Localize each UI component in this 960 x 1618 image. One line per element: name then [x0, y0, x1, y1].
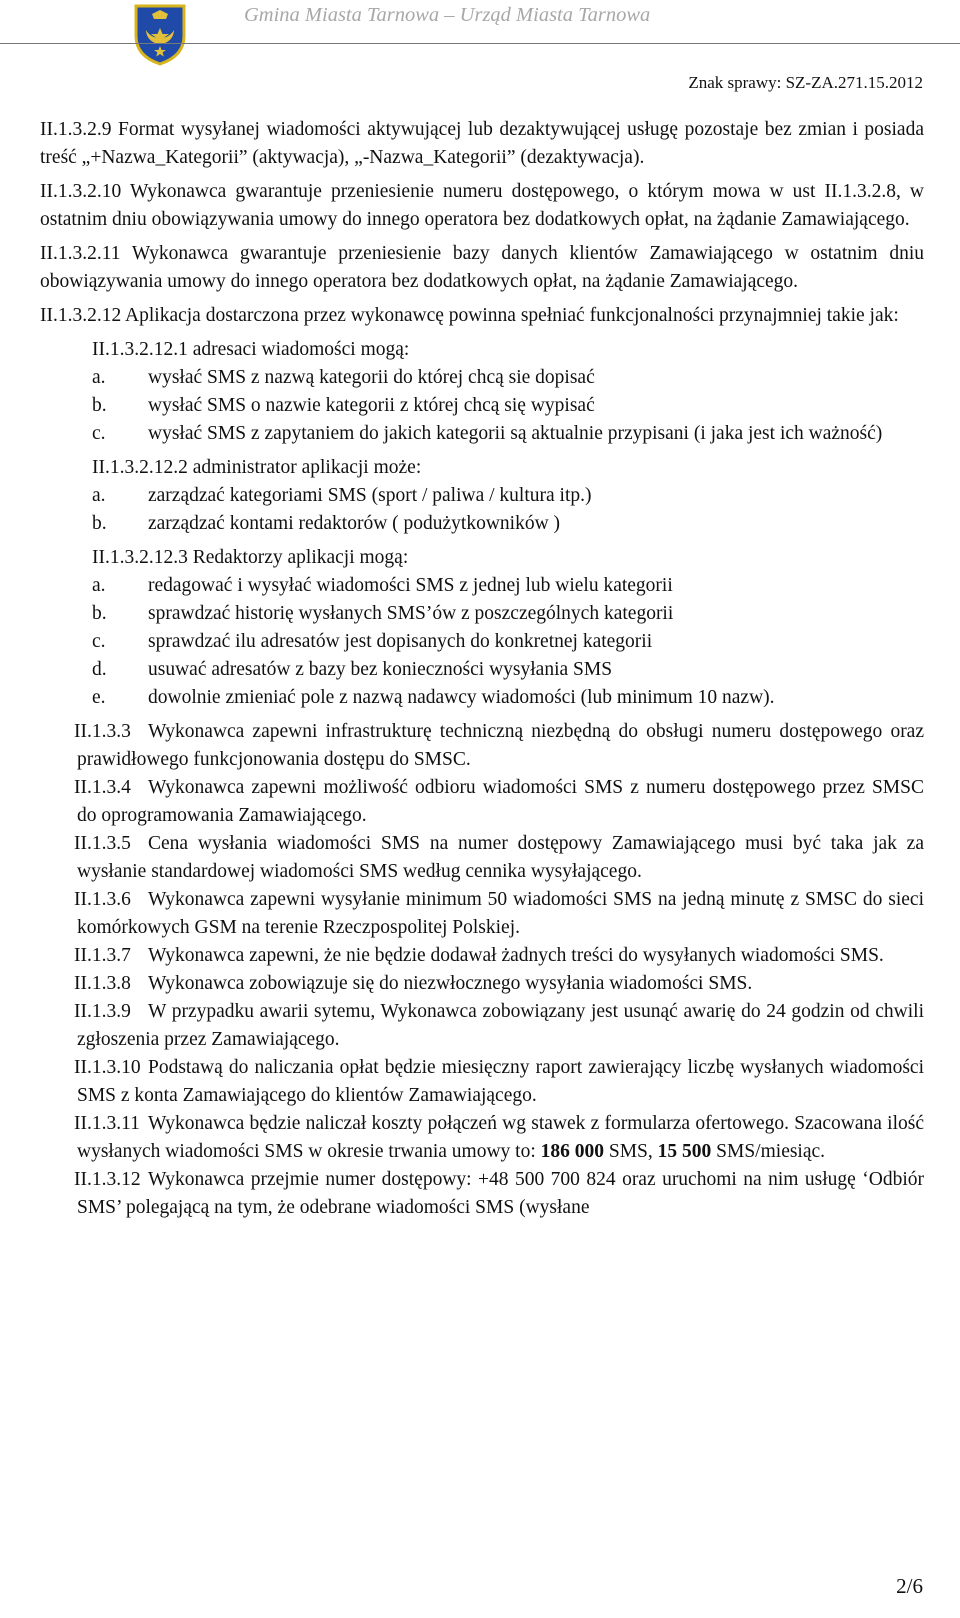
list-12-3: [40, 572, 924, 712]
paragraph-2-12: II.1.3.2.12 Aplikacja dostarczona przez wykonawcę powinna spełniać funkcjonalności przynajmniej takie jak:: [40, 305, 899, 326]
list-item: a. zarządzać kategoriami SMS (sport / paliwa / kultura itp.): [92, 485, 592, 506]
bold-figure-monthly: 15 500: [657, 1141, 712, 1162]
section-item: II.1.3.12 Wykonawca przejmie numer dostępowy: +48 500 700 824 oraz uruchomi na nim usługę ‘Odbiór SMS’ polegającą na tym, że odebrane wiadomości SMS (wysłane: [74, 1169, 924, 1218]
paragraph-2-9: II.1.3.2.9 Format wysyłanej wiadomości aktywującej lub dezaktywującej usługę pozostaje bez zmian i posiada treść „+Nazwa_Kategorii” (aktywacja), „-Nazwa_Kategorii” (dezaktywacja).: [40, 119, 924, 168]
list-item: a. wysłać SMS z nazwą kategorii do której chcą sie dopisać: [92, 367, 595, 388]
list-12-2: [40, 482, 924, 538]
list-item: b. zarządzać kontami redaktorów ( podużytkowników ): [92, 513, 561, 534]
subsection-title-12-1: II.1.3.2.12.1 adresaci wiadomości mogą:: [92, 339, 410, 360]
document-body: [40, 116, 924, 1222]
case-reference: Znak sprawy: SZ-ZA.271.15.2012: [688, 73, 923, 92]
section-item: II.1.3.8 Wykonawca zobowiązuje się do niezwłocznego wysyłania wiadomości SMS.: [74, 973, 753, 994]
paragraph-2-11: II.1.3.2.11 Wykonawca gwarantuje przeniesienie bazy danych klientów Zamawiającego w ostatnim dniu obowiązywania umowy do innego operatora bez dodatkowych opłat, na żądanie Zamawiającego.: [40, 243, 924, 292]
section-item: II.1.3.9 W przypadku awarii sytemu, Wykonawca zobowiązany jest usunąć awarię do 24 godzin od chwili zgłoszenia przez Zamawiającego.: [74, 1001, 924, 1050]
subsection-title-12-2: II.1.3.2.12.2 administrator aplikacji może:: [92, 457, 422, 478]
section-item: II.1.3.10 Podstawą do naliczania opłat będzie miesięczny raport zawierający liczbę wysłanych wiadomości SMS z konta Zamawiającego do klientów Zamawiającego.: [74, 1057, 924, 1106]
list-item: b. sprawdzać historię wysłanych SMS’ów z poszczególnych kategorii: [92, 603, 674, 624]
section-item: II.1.3.4 Wykonawca zapewni możliwość odbioru wiadomości SMS z numeru dostępowego przez SMSC do oprogramowania Zamawiającego.: [74, 777, 924, 826]
list-item: a. redagować i wysyłać wiadomości SMS z jednej lub wielu kategorii: [92, 575, 673, 596]
list-item: c. sprawdzać ilu adresatów jest dopisanych do konkretnej kategorii: [92, 631, 653, 652]
section-item: II.1.3.6 Wykonawca zapewni wysyłanie minimum 50 wiadomości SMS na jedną minutę z SMSC do sieci komórkowych GSM na terenie Rzeczpospolitej Polskiej.: [74, 889, 924, 938]
section-item: II.1.3.7 Wykonawca zapewni, że nie będzie dodawał żadnych treści do wysyłanych wiadomości SMS.: [74, 945, 884, 966]
section-item: II.1.3.3 Wykonawca zapewni infrastrukturę techniczną niezbędną do obsługi numeru dostępowego oraz prawidłowego funkcjonowania dostępu do SMSC.: [74, 721, 924, 770]
list-item: c. wysłać SMS z zapytaniem do jakich kategorii są aktualnie przypisani (i jaka jest ich ważność): [92, 423, 883, 444]
list-item: d. usuwać adresatów z bazy bez konieczności wysyłania SMS: [92, 659, 613, 680]
sections-list: [40, 718, 924, 1222]
subsection-title-12-3: II.1.3.2.12.3 Redaktorzy aplikacji mogą:: [92, 547, 409, 568]
list-item: b. wysłać SMS o nazwie kategorii z której chcą się wypisać: [92, 395, 595, 416]
coat-of-arms-icon: [132, 2, 188, 66]
list-12-1: [40, 364, 924, 448]
paragraph-2-10: II.1.3.2.10 Wykonawca gwarantuje przeniesienie numeru dostępowego, o którym mowa w ust II.1.3.2.8, w ostatnim dniu obowiązywania umowy do innego operatora bez dodatkowych opłat, na żądanie Zamawiającego.: [40, 181, 924, 230]
header-title: Gmina Miasta Tarnowa – Urząd Miasta Tarnowa: [244, 4, 651, 26]
list-item: e. dowolnie zmieniać pole z nazwą nadawcy wiadomości (lub minimum 10 nazw).: [92, 687, 775, 708]
header-divider: [0, 43, 960, 44]
section-item: II.1.3.5 Cena wysłania wiadomości SMS na numer dostępowy Zamawiającego musi być taka jak za wysłanie standardowej wiadomości SMS według cennika wysyłającego.: [74, 833, 924, 882]
page-number: 2/6: [896, 1574, 923, 1598]
bold-figure-total: 186 000: [540, 1141, 604, 1162]
section-item: II.1.3.11 Wykonawca będzie naliczał koszty połączeń wg stawek z formularza ofertowego. Szacowana ilość wysłanych wiadomości SMS w okresie trwania umowy to: 186 000 SMS, 15 500 SMS/miesiąc.: [74, 1113, 924, 1162]
